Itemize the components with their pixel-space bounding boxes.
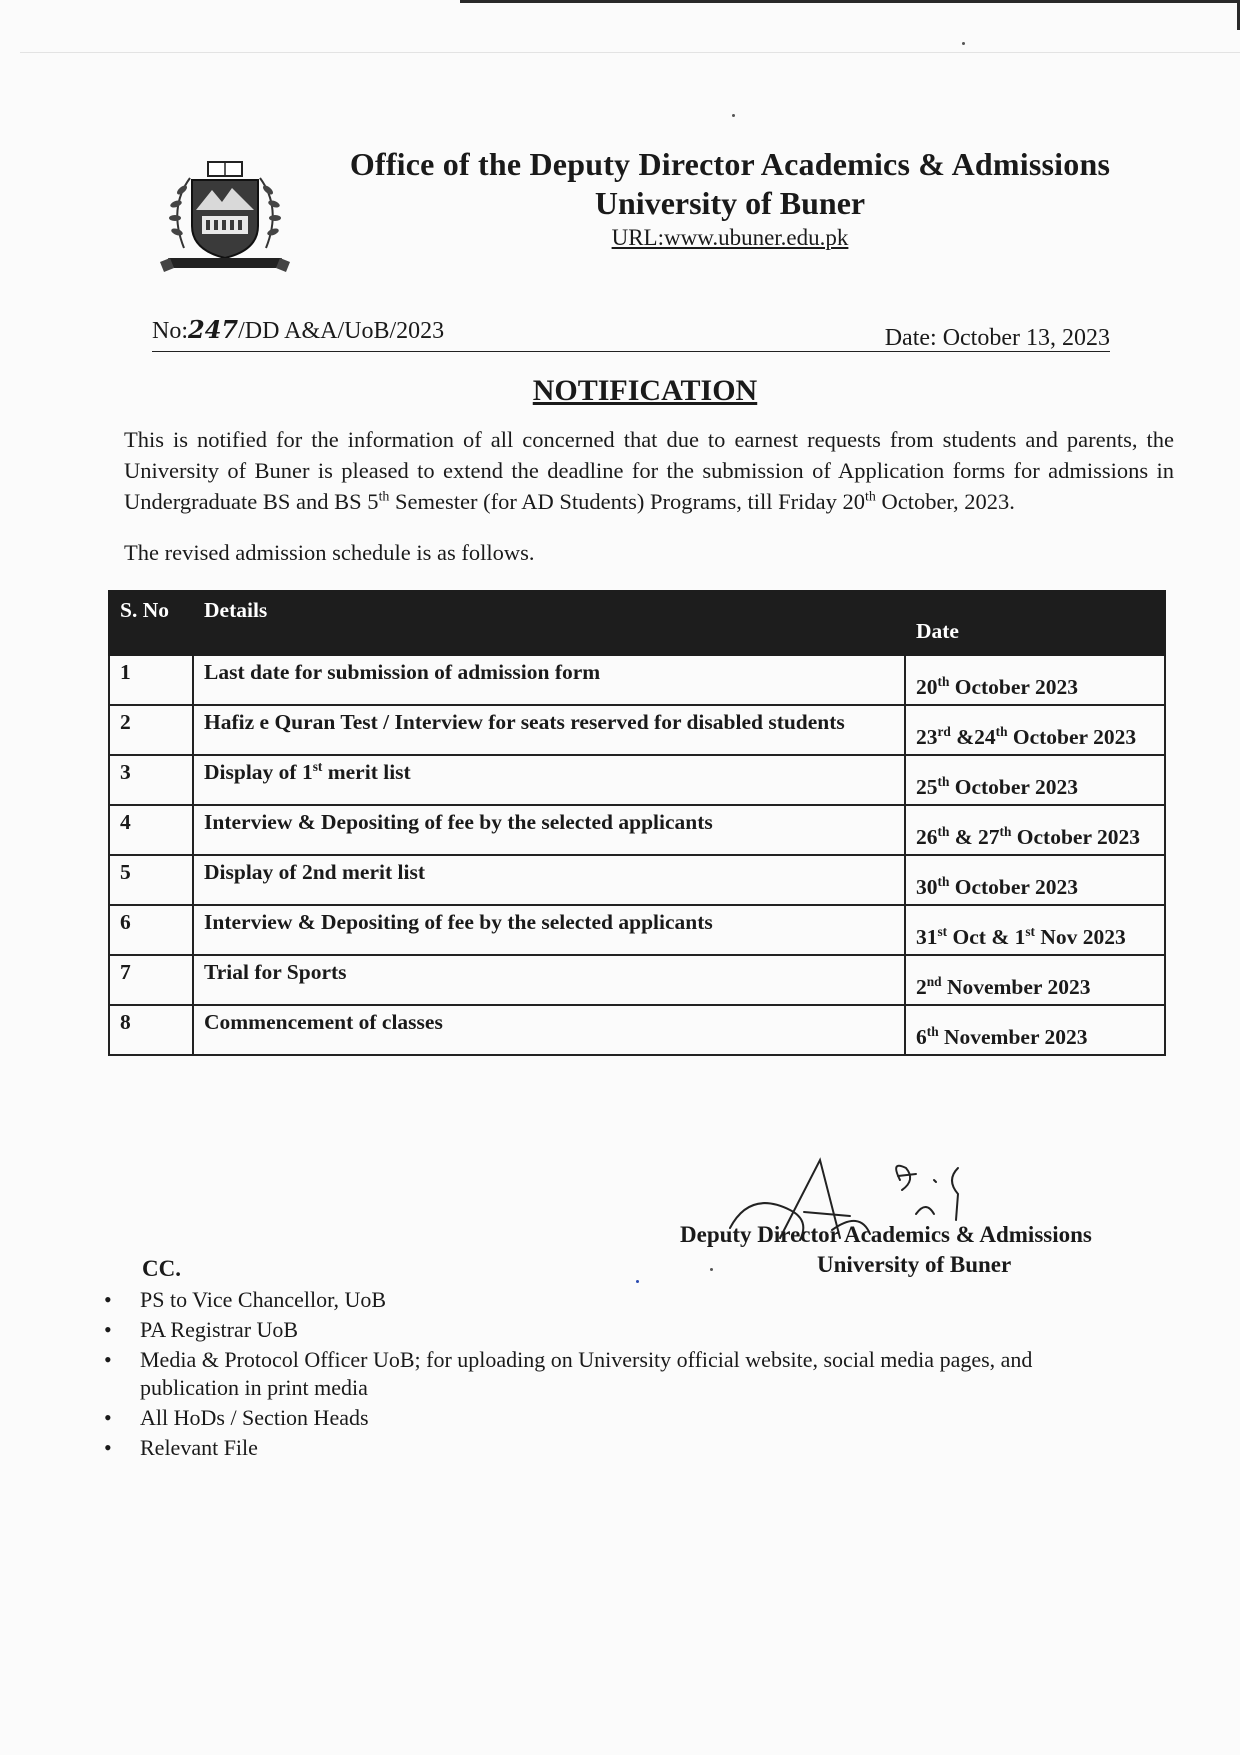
reference-prefix: No:	[152, 318, 188, 344]
cell-date	[905, 855, 1165, 905]
reference-line	[152, 315, 1110, 352]
body-superscript: th	[864, 489, 876, 505]
scan-speck	[636, 1280, 639, 1283]
cell-details	[193, 805, 905, 855]
body-text-part: Semester (for AD Students) Programs, till Friday 20	[389, 489, 865, 514]
scan-edge-top	[460, 0, 1240, 3]
cell-date	[905, 905, 1165, 955]
cell-date	[905, 655, 1165, 705]
table-row	[109, 1005, 1165, 1055]
table-row	[109, 655, 1165, 705]
notification-date: Date: October 13, 2023	[884, 325, 1110, 351]
details-text: Display of 2nd merit list	[204, 860, 425, 884]
date-superscript: th	[937, 823, 950, 839]
university-crest-icon	[160, 158, 290, 276]
cell-date	[905, 755, 1165, 805]
cc-list	[100, 1286, 1100, 1464]
cc-item: • All HoDs / Section Heads	[100, 1404, 1100, 1432]
cc-item: • PS to Vice Chancellor, UoB	[100, 1286, 1100, 1314]
date-text: 2	[916, 975, 927, 999]
cell-sno: 1	[109, 655, 193, 705]
cell-sno: 7	[109, 955, 193, 1005]
date-text: October 2023	[1007, 725, 1137, 749]
cell-date	[905, 705, 1165, 755]
handwritten-reference-number: 247	[188, 315, 239, 344]
cell-date	[905, 805, 1165, 855]
date-text: 20	[916, 675, 938, 699]
table-row	[109, 755, 1165, 805]
cell-details	[193, 655, 905, 705]
date-text: Oct & 1	[947, 925, 1026, 949]
date-text: October 2023	[949, 875, 1078, 899]
table-row	[109, 855, 1165, 905]
date-text: 25	[916, 775, 938, 799]
cell-date	[905, 1005, 1165, 1055]
date-text: Nov 2023	[1035, 925, 1126, 949]
university-name: University of Buner	[594, 185, 866, 221]
details-text: Display of 1	[204, 760, 313, 784]
cell-sno: 3	[109, 755, 193, 805]
cell-sno: 4	[109, 805, 193, 855]
column-header-date: Date	[905, 591, 1165, 655]
date-superscript: th	[926, 1023, 939, 1039]
cell-date	[905, 955, 1165, 1005]
cell-details	[193, 855, 905, 905]
date-text: 23	[916, 725, 938, 749]
reference-suffix: /DD A&A/UoB/2023	[238, 318, 445, 344]
date-text: & 27	[949, 825, 1000, 849]
cc-item: • PA Registrar UoB	[100, 1316, 1100, 1344]
cc-item: • Media & Protocol Officer UoB; for uploading on University official website, social media pages, and publication in print media	[100, 1346, 1100, 1402]
cell-details	[193, 905, 905, 955]
scan-speck	[732, 114, 735, 117]
notification-body	[124, 424, 1174, 517]
date-text: November 2023	[938, 1025, 1088, 1049]
cell-details	[193, 705, 905, 755]
table-body	[109, 655, 1165, 1055]
date-superscript: th	[937, 673, 950, 689]
admission-schedule-table	[108, 590, 1166, 1056]
university-url: URL:www.ubuner.edu.pk	[611, 225, 849, 250]
details-text: Last date for submission of admission form	[204, 660, 601, 684]
date-text: &24	[950, 725, 996, 749]
body-superscript: th	[378, 489, 390, 505]
reference-number	[152, 315, 444, 345]
cc-item: • Relevant File	[100, 1434, 1100, 1462]
date-superscript: st	[1025, 923, 1035, 939]
cc-label: CC.	[142, 1256, 181, 1281]
date-text: October 2023	[949, 775, 1078, 799]
scan-speck	[962, 42, 965, 45]
schedule-intro: The revised admission schedule is as follows.	[124, 540, 535, 565]
scan-speck	[710, 1268, 713, 1271]
date-text: 6	[916, 1025, 927, 1049]
table-row	[109, 705, 1165, 755]
date-text: October 2023	[1011, 825, 1140, 849]
date-text: 31	[916, 925, 938, 949]
date-text: October 2023	[949, 675, 1078, 699]
details-text: Interview & Depositing of fee by the selected applicants	[204, 810, 713, 834]
details-text: Hafiz e Quran Test / Interview for seats reserved for disabled students	[204, 710, 845, 734]
cell-details	[193, 1005, 905, 1055]
details-text: Trial for Sports	[204, 960, 347, 984]
date-superscript: nd	[926, 973, 942, 989]
cell-sno: 8	[109, 1005, 193, 1055]
body-text-part: October, 2023.	[875, 489, 1015, 514]
date-superscript: st	[937, 923, 948, 939]
office-title: Office of the Deputy Director Academics & Admissions	[349, 146, 1111, 182]
date-text: 26	[916, 825, 938, 849]
table-row	[109, 805, 1165, 855]
notification-title: NOTIFICATION	[532, 374, 758, 407]
date-text: November 2023	[941, 975, 1091, 999]
cell-details	[193, 755, 905, 805]
date-superscript: th	[937, 873, 950, 889]
date-superscript: th	[995, 723, 1008, 739]
date-text: 30	[916, 875, 938, 899]
signatory-block	[680, 1220, 1140, 1280]
details-text: Interview & Depositing of fee by the selected applicants	[204, 910, 713, 934]
signatory-title: Deputy Director Academics & Admissions	[680, 1222, 1092, 1247]
schedule-table-wrapper	[108, 590, 1166, 1056]
signatory-university: University of Buner	[817, 1252, 1012, 1277]
details-text: merit list	[322, 760, 411, 784]
details-superscript: st	[312, 758, 323, 774]
cell-details	[193, 955, 905, 1005]
table-row	[109, 955, 1165, 1005]
details-text: Commencement of classes	[204, 1010, 443, 1034]
body-text-part: This is notified for the information of all concerned that due to earnest requests from students and parents, the University of Buner is pleased to extend the deadline for the submission of Application forms for admissions in Undergraduate BS and BS 5	[124, 427, 1174, 514]
cell-sno: 6	[109, 905, 193, 955]
date-superscript: th	[999, 823, 1012, 839]
fold-line	[20, 52, 1240, 53]
column-header-details: Details	[193, 591, 905, 655]
date-superscript: th	[937, 773, 950, 789]
date-superscript: rd	[937, 723, 951, 739]
cell-sno: 5	[109, 855, 193, 905]
table-row	[109, 905, 1165, 955]
table-header-row	[109, 591, 1165, 655]
cell-sno: 2	[109, 705, 193, 755]
letterhead	[300, 145, 1160, 253]
column-header-sno: S. No	[109, 591, 193, 655]
